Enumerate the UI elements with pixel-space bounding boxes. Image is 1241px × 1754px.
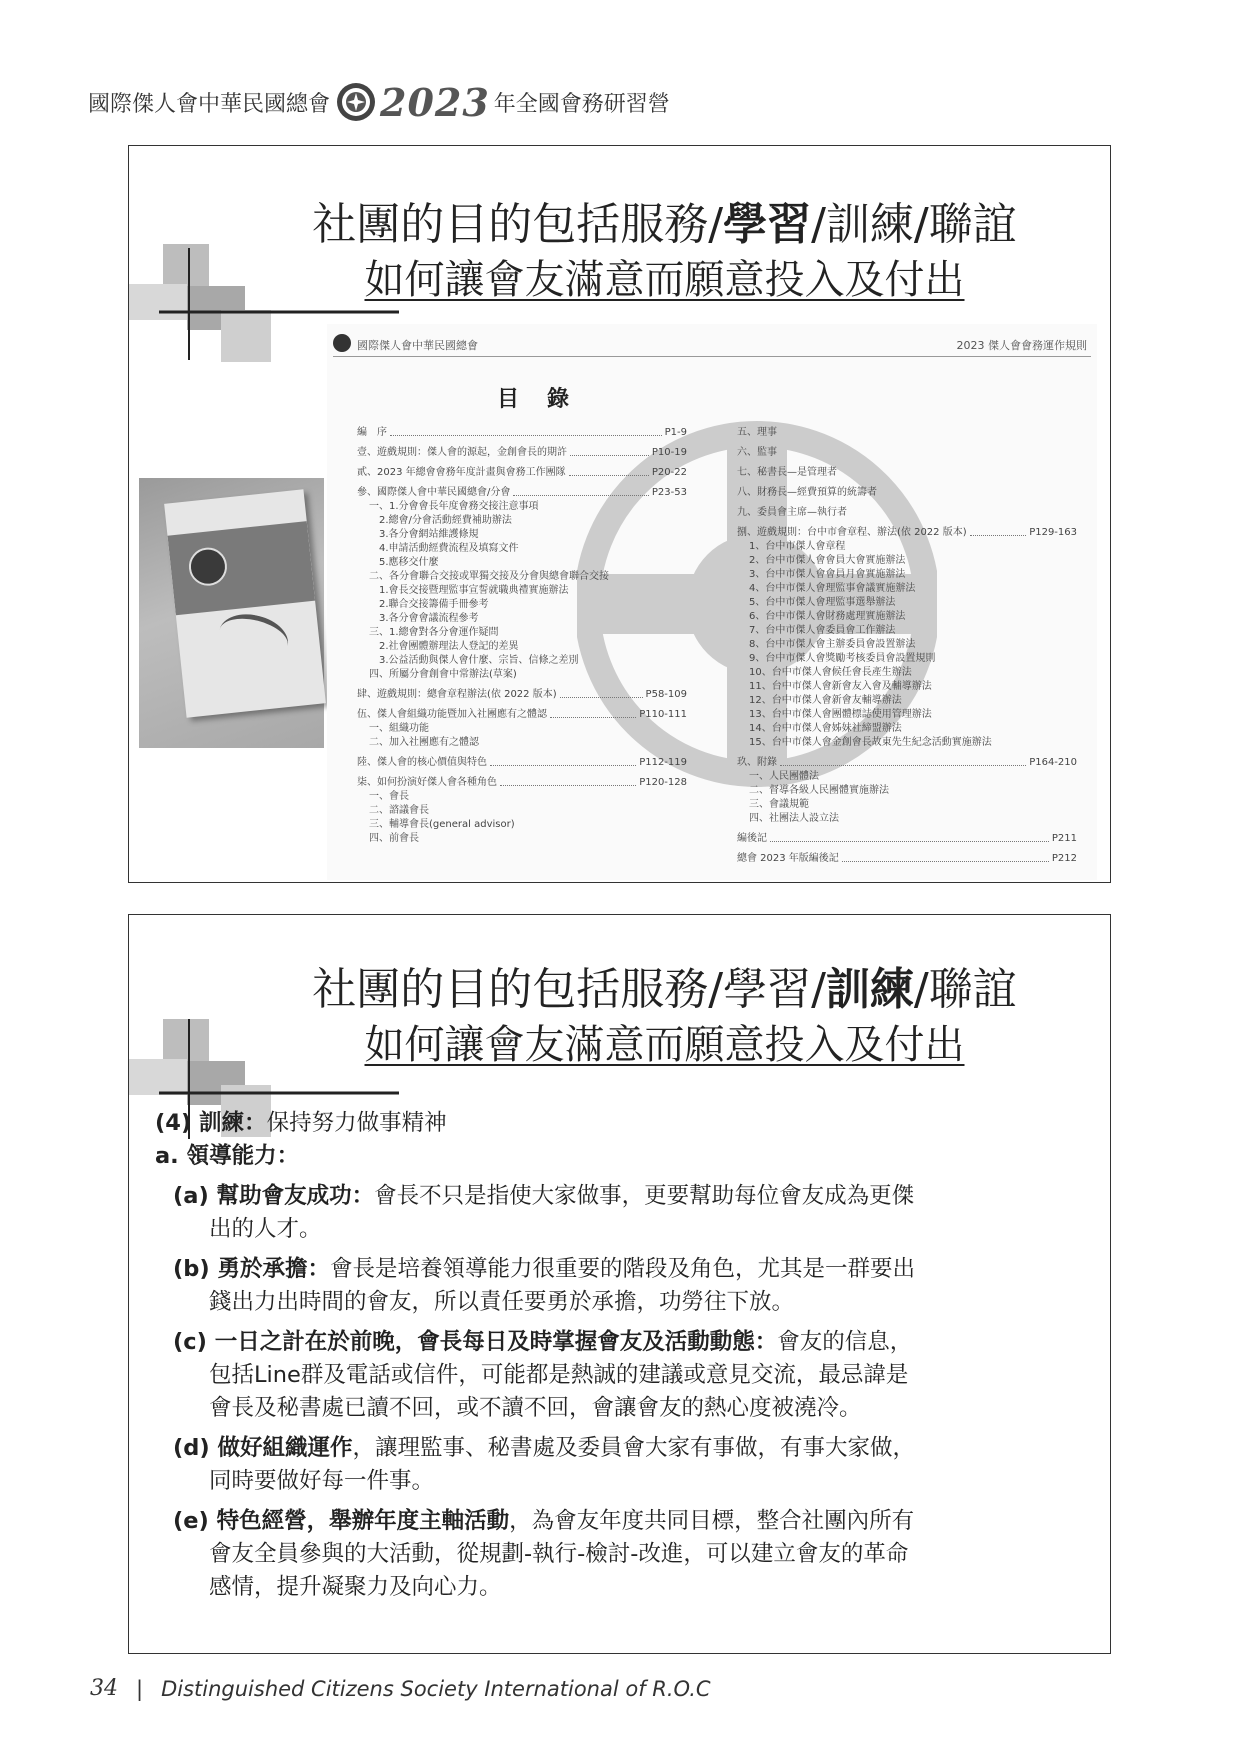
toc-entry: 三、輔導會長(general advisor) [369,819,515,830]
toc-entry: 二、諮議會長 [369,805,429,816]
toc-entry: 3.各分會網站維護條規 [379,529,479,540]
toc-entry: 編 序 P1-9 [357,427,687,438]
toc-entry: 14、台中市傑人會姊妹社締盟辦法 [749,723,902,734]
toc-entry: 4、台中市傑人會理監事會議實施辦法 [749,583,916,594]
slide-1-title: 社團的目的包括服務/學習/訓練/聯誼 [312,199,1017,250]
toc-heading: 目錄 [497,387,598,412]
toc-entry: 編後記 P211 [737,833,1077,844]
toc-entry: 二、加入社團應有之體認 [369,737,479,748]
toc-entry: 一、人民團體法 [749,771,819,782]
toc-entry: 三、1.總會對各分會運作疑問 [369,627,499,638]
toc-entry: 12、台中市傑人會新會友輔導辦法 [749,695,902,706]
toc-entry: 二、督導各級人民團體實施辦法 [749,785,889,796]
toc-entry: 陸、傑人會的核心價值與特色 P112-119 [357,757,687,768]
toc-entry: 三、會議規範 [749,799,809,810]
footer-separator: | [136,1676,144,1701]
toc-entry: 15、台中市傑人會金創會長故東先生紀念活動實施辦法 [749,737,992,748]
toc-entry: 3.各分會會議流程參考 [379,613,479,624]
toc-entry: 七、秘書長—是管理者 [737,467,837,478]
page-footer [90,1676,711,1701]
toc-logo-icon [333,334,351,352]
toc-entry: 九、委員會主席—執行者 [737,507,847,518]
leadership-item: (b) 勇於承擔：會長是培養領導能力很重要的階段及角色，尤其是一群要出 錢出力出時間的會友，所以責任要勇於承擔，功勞往下放。 [173,1256,916,1315]
toc-entry: 7、台中市傑人會委員會工作辦法 [749,625,896,636]
toc-entry: 壹、遊戲規則：傑人會的源起，金創會長的期許 P10-19 [357,447,687,458]
slide-2 [128,914,1111,1654]
intro-line: (4) 訓練：保持努力做事精神 [155,1110,447,1136]
header-org-name: 國際傑人會中華民國總會 [88,91,331,117]
toc-entry: 4.申請活動經費流程及填寫文件 [379,543,519,554]
toc-left-column [357,426,687,846]
toc-entry: 10、台中市傑人會候任會長產生辦法 [749,667,912,678]
toc-entry: 5、台中市傑人會理監事選舉辦法 [749,597,896,608]
toc-entry: 9、台中市傑人會獎勵考核委員會設置規則 [749,653,936,664]
toc-entry: 1.會長交接暨理監事宣誓就職典禮實施辦法 [379,585,569,596]
toc-entry: 6、台中市傑人會財務處理實施辦法 [749,611,906,622]
toc-entry: 13、台中市傑人會團體標誌使用管理辦法 [749,709,932,720]
toc-entry: 四、前會長 [369,833,419,844]
page-number: 34 [90,1676,118,1701]
toc-entry: 5.應移交什麼 [379,557,439,568]
leadership-item: (e) 特色經營，舉辦年度主軸活動，為會友年度共同目標，整合社團內所有 會友全員參與的大活動，從規劃-執行-檢討-改進，可以建立會友的革命 感情，提升凝聚力及向心力。 [173,1508,915,1600]
toc-entry: 玖、附錄 P164-210 [737,757,1077,768]
leadership-items [155,1180,1075,1604]
toc-scan-header: 國際傑人會中華民國總會 2023 傑人會會務運作規則 [327,334,1097,354]
toc-entry: 3、台中市傑人會會員月會實施辦法 [749,569,906,580]
dcsi-logo-icon [336,82,376,122]
slide-1-subtitle: 如何讓會友滿意而願意投入及付出 [364,257,965,303]
toc-entry: 2.社會團體辦理法人登記的差異 [379,641,519,652]
toc-right-column [737,426,1077,866]
toc-entry: 11、台中市傑人會新會友入會及輔導辦法 [749,681,932,692]
slide-2-subtitle: 如何讓會友滿意而願意投入及付出 [364,1022,965,1068]
page-header [88,78,670,126]
toc-entry: 五、理事 [737,427,777,438]
leadership-item: (a) 幫助會友成功：會長不只是指使大家做事，更要幫助每位會友成為更傑 出的人才。 [173,1183,915,1242]
header-event-name: 年全國會務研習營 [493,91,670,117]
toc-entry: 捌、遊戲規則：台中市會章程、辦法(依 2022 版本) P129-163 [737,527,1077,538]
toc-entry: 2.總會/分會活動經費補助辦法 [379,515,512,526]
booklet-cover [164,489,326,717]
toc-entry: 貳、2023 年總會會務年度計畫與會務工作團隊 P20-22 [357,467,687,478]
toc-entry: 六、監事 [737,447,777,458]
toc-entry: 2、台中市傑人會會員大會實施辦法 [749,555,906,566]
leadership-item: (d) 做好組織運作，讓理監事、秘書處及委員會大家有事做，有事大家做， 同時要做好每一件事。 [173,1435,916,1494]
toc-entry: 一、1.分會會長年度會務交接注意事項 [369,501,539,512]
toc-entry: 8、台中市傑人會主辦委員會設置辦法 [749,639,916,650]
toc-entry: 伍、傑人會組織功能暨加入社團應有之體認 P110-111 [357,709,687,720]
toc-entry: 2.聯合交接籌備手冊參考 [379,599,489,610]
booklet-photo [139,478,324,748]
slide-2-title: 社團的目的包括服務/學習/訓練/聯誼 [312,964,1017,1015]
toc-entry: 3.公益活動與傑人會什麼、宗旨、信條之差別 [379,655,579,666]
leadership-item: (c) 一日之計在於前晚，會長每日及時掌握會友及活動動態：會友的信息， 包括Line群及電話或信件，可能都是熱誠的建議或意見交流，最忌諱是 會長及秘書處已讀不回，或不讀不回，會讓會友的熱心度被澆冷。 [173,1329,913,1421]
toc-entry: 一、會長 [369,791,409,802]
toc-entry: 參、國際傑人會中華民國總會/分會 P23-53 [357,487,687,498]
toc-scan [327,324,1097,880]
header-year: 2023 [380,79,490,125]
toc-entry: 柒、如何扮演好傑人會各種角色 P120-128 [357,777,687,788]
toc-entry: 四、所屬分會創會中常辦法(草案) [369,669,517,680]
footer-title: Distinguished Citizens Society International of R.O.C [161,1676,711,1701]
toc-entry: 1、台中市傑人會章程 [749,541,846,552]
slide-2-body [155,1107,1075,1604]
toc-entry: 一、組織功能 [369,723,429,734]
toc-entry: 肆、遊戲規則：總會章程辦法(依 2022 版本) P58-109 [357,689,687,700]
section-heading: a. 領導能力： [155,1143,300,1169]
toc-entry: 四、社團法人設立法 [749,813,839,824]
toc-entry: 二、各分會聯合交接或單獨交接及分會與總會聯合交接 [369,571,609,582]
toc-entry: 八、財務長—經費預算的統籌者 [737,487,877,498]
slide-1 [128,145,1111,883]
toc-entry: 總會 2023 年版編後記 P212 [737,853,1077,864]
